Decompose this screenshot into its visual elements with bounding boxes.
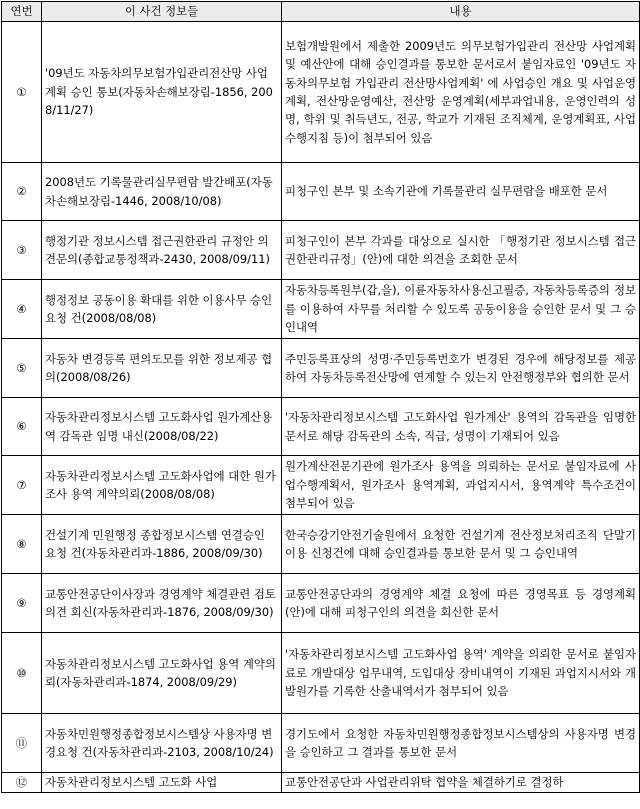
row-number: ③ <box>2 221 42 280</box>
row-info: 자동차관리정보시스템 고도화사업 원가계산용역 감독관 임명 내신(2008/08/22) <box>42 398 282 456</box>
row-content: '자동차관리정보시스템 고도화사업 원가계산' 용역의 감독관을 임명한 문서로 해당 감독관의 소속, 직급, 성명이 기재되어 있음 <box>282 398 640 456</box>
information-table <box>1 1 640 793</box>
row-content: 원가계산전문기관에 원가조사 용역을 의뢰하는 문서로 붙임자료에 사업수행계획서, 원가조사 용역계획, 과업지시서, 용역계약 특수조건이 첨부되어 있음 <box>282 456 640 515</box>
table-header-row <box>2 2 640 22</box>
row-number: ⑧ <box>2 515 42 574</box>
table-row <box>2 339 640 398</box>
table-row <box>2 633 640 714</box>
row-number: ⑪ <box>2 714 42 773</box>
row-number: ⑤ <box>2 339 42 398</box>
row-info: '09년도 자동차의무보험가입관리전산망 사업계획 승인 통보(자동차손해보장림-1856, 2008/11/27) <box>42 22 282 163</box>
row-content: 피청구인이 본부 각과를 대상으로 실시한 「행정기관 정보시스템 접근권한관리규정」(안)에 대한 의견을 조회한 문서 <box>282 221 640 280</box>
row-content: 교통안전공단과의 경영계약 체결 요청에 따른 경영목표 등 경영계획(안)에 대해 피청구인의 의견을 회신한 문서 <box>282 574 640 633</box>
row-info: 자동차 변경등록 편의도모를 위한 정보제공 협의(2008/08/26) <box>42 339 282 398</box>
row-info: 자동차관리정보시스템 고도화사업 용역 계약의뢰(자동차관리과-1874, 2008/09/29) <box>42 633 282 714</box>
row-number: ① <box>2 22 42 163</box>
row-number: ⑨ <box>2 574 42 633</box>
row-info: 행정기관 정보시스템 접근권한관리 규정안 의견문의(종합교통정책과-2430, 2008/09/11) <box>42 221 282 280</box>
header-num: 연번 <box>2 2 42 22</box>
row-content: 자동차등록원부(갑,을), 이륜자동차사용신고필증, 자동차등록증의 정보를 이용하여 사무를 처리할 수 있도록 공동이용을 승인한 문서 및 그 승인내역 <box>282 280 640 339</box>
row-content: '자동차관리정보시스템 고도화사업 용역' 계약을 의뢰한 문서로 붙임자료로 개발대상 업무내역, 도입대상 장비내역이 기재된 과업지시서와 개발원가를 기록한 산출내역서가 첨부되어 있음 <box>282 633 640 714</box>
row-content: 보험개발원에서 제출한 2009년도 의무보험가입관리 전산망 사업계획 및 예산안에 대해 승인결과를 통보한 문서로서 붙임자료인 '09년도 자동차의무보험 가입관리 전산망사업계획' 에 사업승인 개요 및 사업운영 계획, 전산망운영예산, 전산망 운영계획(세부과업내용, 운영인력의 성명, 학위 및 취득년도, 전공, 학교가 기재된 조직체계, 운영계획표, 사업수행지침 등)이 첨부되어 있음 <box>282 22 640 163</box>
row-content: 경기도에서 요청한 자동차민원행정종합정보시스템상의 사용자명 변경을 승인하고 그 결과를 통보한 문서 <box>282 714 640 773</box>
row-number: ⑦ <box>2 456 42 515</box>
row-info: 자동차관리정보시스템 고도화사업에 대한 원가조사 용역 계약의뢰(2008/08/08) <box>42 456 282 515</box>
table-row <box>2 163 640 221</box>
row-number: ② <box>2 163 42 221</box>
row-content: 주민등록표상의 성명·주민등록번호가 변경된 경우에 해당정보를 제공하여 자동차등록전산망에 연계할 수 있는지 안전행정부와 협의한 문서 <box>282 339 640 398</box>
table-row <box>2 714 640 773</box>
row-number: ⑩ <box>2 633 42 714</box>
header-content: 내용 <box>282 2 640 22</box>
table-row <box>2 280 640 339</box>
table-row <box>2 398 640 456</box>
row-content: 피청구인 본부 및 소속기관에 기록물관리 실무편람을 배포한 문서 <box>282 163 640 221</box>
table-row <box>2 574 640 633</box>
header-info: 이 사건 정보들 <box>42 2 282 22</box>
table-row <box>2 22 640 163</box>
row-info: 자동차관리정보시스템 고도화 사업 <box>42 773 282 793</box>
row-info: 행정정보 공동이용 확대를 위한 이용사무 승인요청 건(2008/08/08) <box>42 280 282 339</box>
row-info: 2008년도 기록물관리실무편람 발간배포(자동차손해보장림-1446, 2008/10/08) <box>42 163 282 221</box>
table-row <box>2 773 640 793</box>
row-info: 교통안전공단이사장과 경영계약 체결관련 검토의견 회신(자동차관리과-1876, 2008/09/30) <box>42 574 282 633</box>
row-content: 교통안전공단과 사업관리위탁 협약을 체결하기로 결정하 <box>282 773 640 793</box>
table-row <box>2 221 640 280</box>
row-number: ⑥ <box>2 398 42 456</box>
table-row <box>2 515 640 574</box>
table-row <box>2 456 640 515</box>
row-info: 건설기계 민원행정 종합정보시스템 연결승인 요청 건(자동차관리과-1886, 2008/09/30) <box>42 515 282 574</box>
row-number: ⑫ <box>2 773 42 793</box>
row-content: 한국승강기안전기술원에서 요청한 건설기계 전산정보처리조직 단말기 이용 신청건에 대해 승인결과를 통보한 문서 및 그 승인내역 <box>282 515 640 574</box>
row-number: ④ <box>2 280 42 339</box>
row-info: 자동차민원행정종합정보시스템상 사용자명 변경요청 건(자동차관리과-2103, 2008/10/24) <box>42 714 282 773</box>
